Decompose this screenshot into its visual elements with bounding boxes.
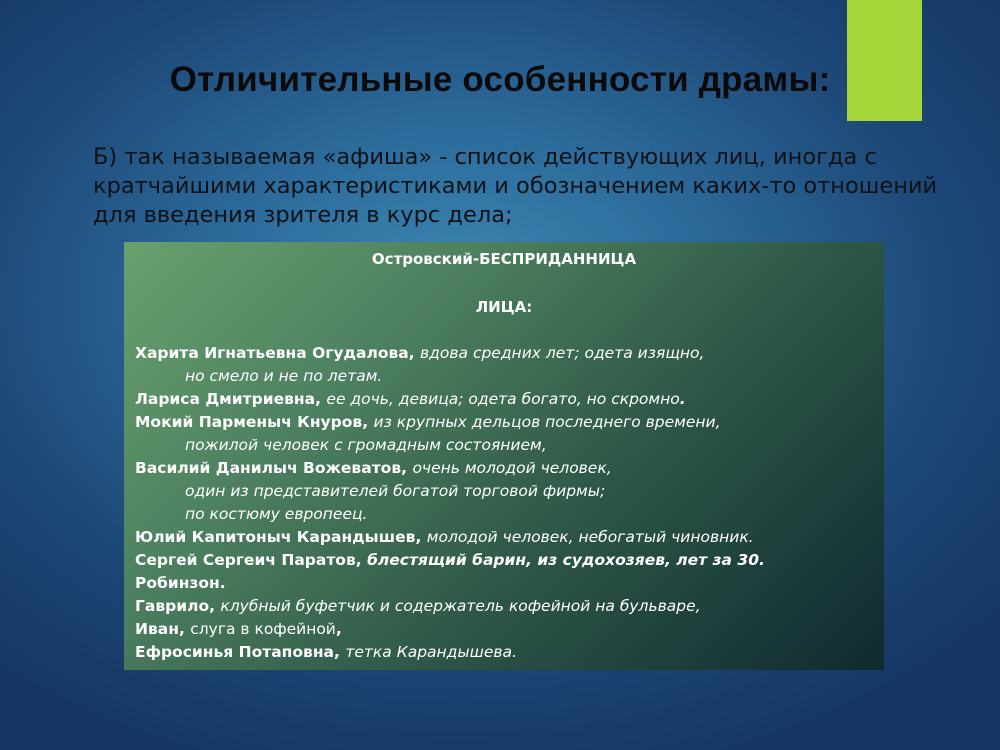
character-entry: Лариса Дмитриевна, ее дочь, девица; одета богато, но скромно. xyxy=(135,390,686,408)
character-name: Иван xyxy=(135,620,179,638)
character-entry-continuation xyxy=(135,480,875,503)
character-entry: Мокий Парменыч Кнуров, из крупных дельцов последнего времени, xyxy=(135,413,721,431)
character-name: Василий Данилыч Вожеватов xyxy=(135,459,402,477)
character-name: Робинзон. xyxy=(135,574,226,592)
character-entry-continuation xyxy=(135,434,875,457)
character-name: Ефросинья Потаповна xyxy=(135,643,335,661)
character-entry: Иван, слуга в кофейной, xyxy=(135,620,342,638)
character-name: Сергей Сергеич Паратов xyxy=(135,551,356,569)
play-title: Островский-БЕСПРИДАННИЦА xyxy=(371,250,637,268)
character-description: из крупных дельцов последнего времени, xyxy=(373,413,721,431)
character-description: тетка Карандышева. xyxy=(345,643,517,661)
character-name: Харита Игнатьевна Огудалова xyxy=(135,344,409,362)
character-name: Юлий Капитоныч Карандышев xyxy=(135,528,416,546)
character-description: но смело и не по летам. xyxy=(185,367,383,385)
cast-list-box xyxy=(124,242,884,670)
character-description: очень молодой человек, xyxy=(412,459,612,477)
character-name: Мокий Парменыч Кнуров xyxy=(135,413,363,431)
character-entry: Харита Игнатьевна Огудалова, вдова средних лет; одета изящно, xyxy=(135,344,705,362)
character-entry: Сергей Сергеич Паратов, блестящий барин, из судохозяев, лет за 30. xyxy=(135,551,765,569)
character-description: по костюму европеец. xyxy=(185,505,368,523)
intro-line: кратчайшими характеристиками и обозначением каких-то отношений xyxy=(93,173,938,199)
character-description: один из представителей богатой торговой фирмы; xyxy=(185,482,606,500)
character-entry-continuation xyxy=(135,503,875,526)
character-description: вдова средних лет; одета изящно, xyxy=(420,344,705,362)
character-description: клубный буфетчик и содержатель кофейной на бульваре, xyxy=(220,597,701,615)
character-entry: Василий Данилыч Вожеватов, очень молодой человек, xyxy=(135,459,612,477)
character-entry: Ефросинья Потаповна, тетка Карандышева. xyxy=(135,643,517,661)
character-entry: Гаврило, клубный буфетчик и содержатель кофейной на бульваре, xyxy=(135,597,701,615)
character-description: пожилой человек с громадным состоянием, xyxy=(185,436,547,454)
character-description: блестящий барин, из судохозяев, лет за 30 xyxy=(367,551,759,569)
cast-subheading: ЛИЦА: xyxy=(475,298,533,316)
intro-line: Б) так называемая «афиша» - список действующих лиц, иногда с xyxy=(93,144,877,170)
character-entry-continuation xyxy=(135,365,875,388)
character-description: слуга в кофейной xyxy=(190,620,336,638)
slide-title: Отличительные особенности драмы: xyxy=(169,60,831,99)
character-description: молодой человек, небогатый чиновник. xyxy=(426,528,754,546)
intro-paragraph xyxy=(93,143,983,230)
character-name: Гаврило xyxy=(135,597,210,615)
character-entry: Юлий Капитоныч Карандышев, молодой человек, небогатый чиновник. xyxy=(135,528,754,546)
character-list xyxy=(135,342,875,664)
character-name: Лариса Дмитриевна xyxy=(135,390,316,408)
character-entry xyxy=(135,572,875,595)
intro-line: для введения зрителя в курс дела; xyxy=(93,202,513,228)
character-description: ее дочь, девица; одета богато, но скромно xyxy=(326,390,680,408)
